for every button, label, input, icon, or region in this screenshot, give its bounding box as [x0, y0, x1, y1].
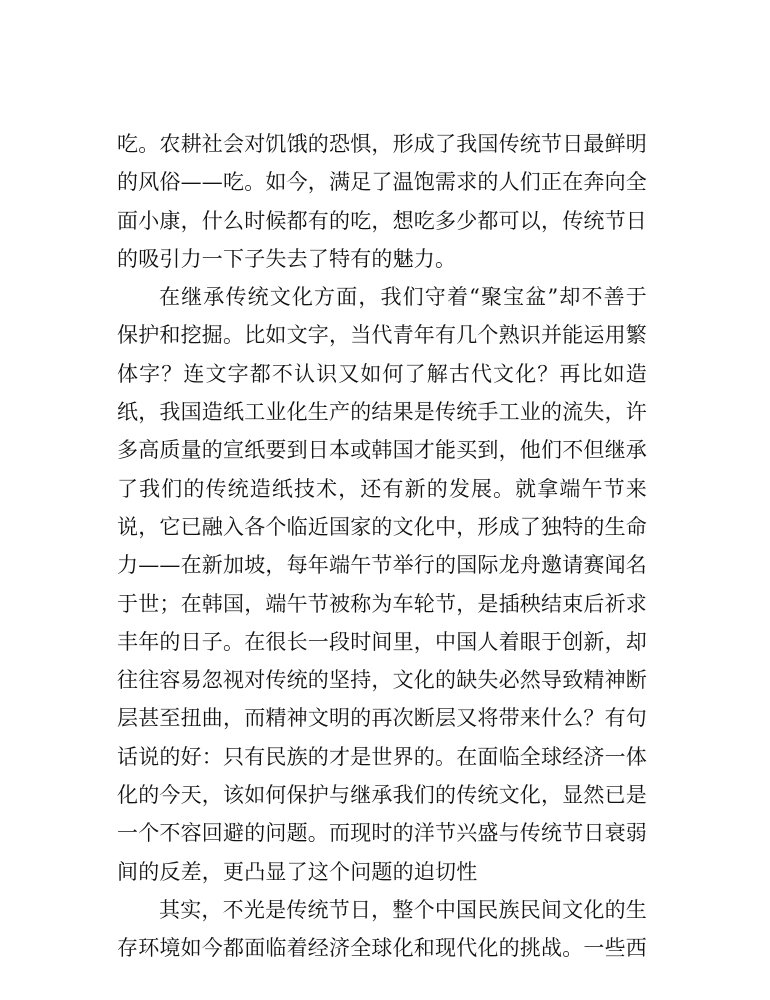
paragraph-3: 其实，不光是传统节日，整个中国民族民间文化的生存环境如今都面临着经济全球化和现代化的挑战。一些西	[117, 897, 647, 961]
paragraph-2: 在继承传统文化方面，我们守着“聚宝盆”却不善于保护和挖掘。比如文字，当代青年有几个熟识并能运用繁体字？连文字都不认识又如何了解古代文化？再比如造纸，我国造纸工业化生产的结果是传统手工业的流失，许多高质量的宣纸要到日本或韩国才能买到，他们不但继承了我们的传统造纸技术，还有新的发展。就拿端午节来说，它已融入各个临近国家的文化中，形成了独特的生命力——在新加坡，每年端午节举行的国际龙舟邀请赛闻名于世；在韩国，端午节被称为车轮节，是插秧结束后祈求丰年的日子。在很长一段时间里，中国人着眼于创新，却往往容易忽视对传统的坚持，文化的缺失必然导致精神断层甚至扭曲，而精神文明的再次断层又将带来什么？有句话说的好：只有民族的才是世界的。在面临全球经济一体化的今天，该如何保护与继承我们的传统文化，显然已是一个不容回避的问题。而现时的洋节兴盛与传统节日衰弱间的反差，更凸显了这个问题的迫切性	[117, 285, 647, 884]
document-body	[117, 125, 647, 968]
paragraph-1: 吃。农耕社会对饥饿的恐惧，形成了我国传统节日最鲜明的风俗——吃。如今，满足了温饱需求的人们正在奔向全面小康，什么时候都有的吃，想吃多少都可以，传统节日的吸引力一下子失去了特有的魅力。	[117, 132, 647, 271]
